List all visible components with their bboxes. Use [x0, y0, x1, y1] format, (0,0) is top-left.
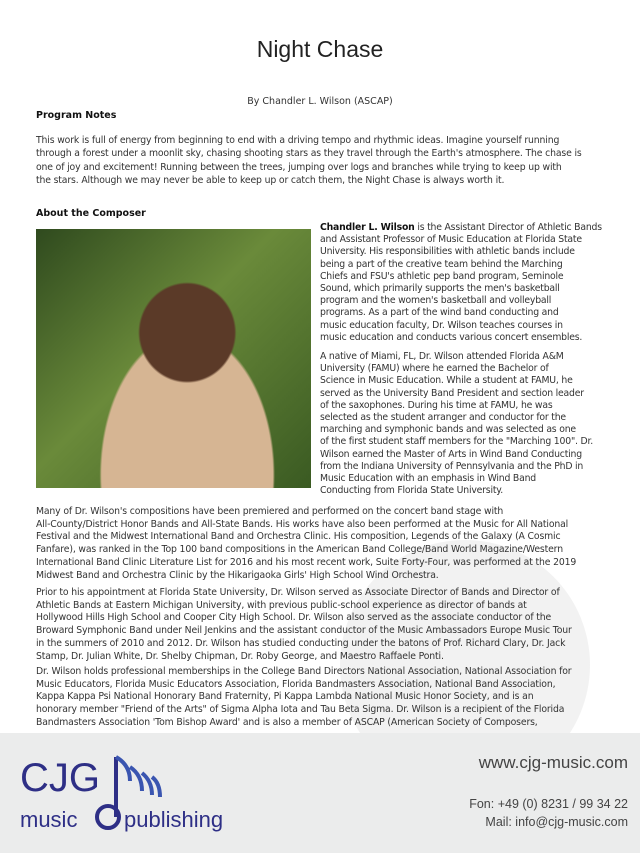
logo-cjg-text: CJG	[20, 756, 100, 800]
logo-music-text: music	[20, 807, 78, 832]
composer-bio-p2: A native of Miami, FL, Dr. Wilson attended Florida A&M University (FAMU) where he earned the Bachelor of Science in Music Education. While a student at FAMU, he served as the University Band President and section leader of the saxophones. During his time at FAMU, he was selected as the student arranger and conductor for the marching and symphonic bands and was selected as one of the first student staff members for the "Marching 100". Dr. Wilson earned the Master of Arts in Wind Band Conducting from the Indiana University of Pennsylvania and the PhD in Music Education with an emphasis in Wind Band Conducting from Florida State University.	[320, 351, 594, 497]
phone-number: Fon: +49 (0) 8231 / 99 34 22	[469, 797, 628, 811]
cjg-logo	[18, 747, 228, 837]
composer-bio-p4: Prior to his appointment at Florida State University, Dr. Wilson served as Associate Director of Bands and Director of Athletic Bands at Eastern Michigan University, with previous public-school experience as director of bands at Hollywood Hills High School and Cooper City High School. Dr. Wilson also served as the associate conductor of the Broward Symphonic Band under Neil Jenkins and the assistant conductor of the Music Ambassadors Europe Music Tour in the summers of 2010 and 2012. Dr. Wilson has studied conducting under the batons of Prof. Richard Clary, Dr. Jack Stamp, Dr. Julian White, Dr. Shelby Chipman, Dr. Roby George, and Maestro Raffaele Ponti.	[36, 587, 572, 662]
program-notes-text: This work is full of energy from beginning to end with a driving tempo and rhythmic ideas. Imagine yourself running through a forest under a moonlit sky, chasing shooting stars as they travel through the Earth's atmosphere. The chase is one of joy and excitement! Running between the trees, jumping over logs and branches while trying to keep up with the stars. Although we may never be able to keep up or catch them, the Night Chase is always worth it.	[36, 135, 582, 187]
about-composer-heading: About the Composer	[36, 208, 146, 219]
publisher-footer	[0, 733, 640, 853]
byline: By Chandler L. Wilson (ASCAP)	[247, 96, 393, 107]
composer-bio-p1: Chandler L. Wilson is the Assistant Director of Athletic Bands and Assistant Professor of Music Education at Florida State University. His responsibilities with athletic bands include being a part of the creative team behind the Marching Chiefs and FSU's athletic pep band program, Seminole Sound, which primarily supports the men's basketball program and the women's basketball and volleyball programs. As a part of the wind band conducting and music education faculty, Dr. Wilson teaches courses in music education and conducts various concert ensembles.	[320, 222, 602, 343]
website-link[interactable]: www.cjg-music.com	[478, 753, 628, 772]
composer-bio-p5: Dr. Wilson holds professional memberships in the College Band Directors National Association, National Association for Music Educators, Florida Music Educators Association, Florida Bandmasters Association, National Band Association, Kappa Kappa Psi National Honorary Band Fraternity, Pi Kappa Lambda National Music Honor Society, and is an honorary member "Friend of the Arts" of Sigma Alpha Iota and Tau Beta Sigma. Dr. Wilson is a recipient of the Florida Bandmasters Association 'Tom Bishop Award' and is also a member of ASCAP (American Society of Composers,	[36, 666, 572, 728]
composer-photo	[36, 229, 311, 488]
program-notes-heading: Program Notes	[36, 110, 117, 121]
page-title: Night Chase	[256, 36, 384, 62]
logo-publishing-text: publishing	[124, 807, 224, 832]
email-link[interactable]: Mail: info@cjg-music.com	[485, 815, 628, 829]
composer-bio-p3: Many of Dr. Wilson's compositions have been premiered and performed on the concert band stage with All-County/District Honor Bands and All-State Bands. His works have also been performed at the Music for All National Festival and the Midwest International Band and Orchestra Clinic. His composition, Legends of the Galaxy (A Cosmic Fanfare), was ranked in the Top 100 band compositions in the American Band College/Band World Magazine/Western International Band Clinic Literature List for 2016 and his most recent work, Suite Forty-Four, was performed at the 2019 Midwest Band and Orchestra Clinic by the Hikarigaoka Girls' High School Wind Orchestra.	[36, 506, 577, 581]
